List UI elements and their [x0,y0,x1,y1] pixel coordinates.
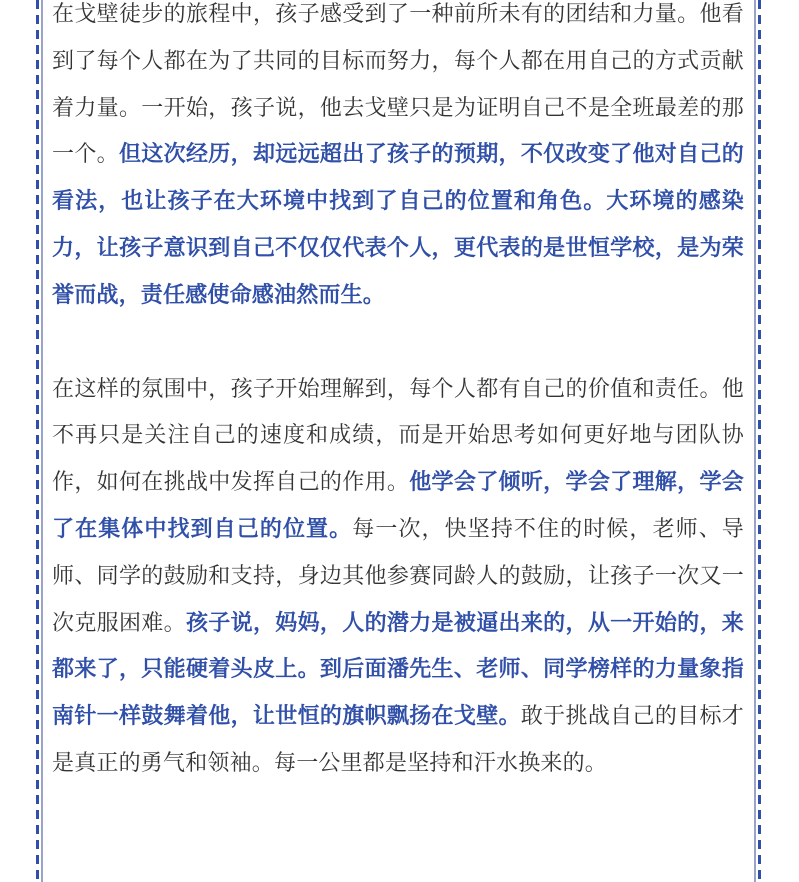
paragraph-1-highlight-1: 但这次经历，却远远超出了孩子的预期，不仅改变了他对自己的看法，也让孩子在大环境中找到了自己的位置和角色。大环境的感染力，让孩子意识到自己不仅仅代表个人，更代表的是世恒学校，是为荣誉而战，责任感使命感油然而生。 [52,142,744,308]
left-dashed-line [36,0,39,882]
left-decorative-border [36,0,44,882]
paragraph-2-segment-3: 敢于挑战自己的目标才是真正的勇气和领袖。每一公里都是坚持和汗水换来的。 [52,704,744,776]
paragraph-1-segment-1: 在戈壁徒步的旅程中，孩子感受到了一种前所未有的团结和力量。他看到了每个人都在为了共同的目标而努力，每个人都在用自己的方式贡献着力量。一开始，孩子说，他去戈壁只是为证明自己不是全班最差的那一个。 [52,2,744,168]
left-solid-line [41,0,43,882]
right-dashed-line [758,0,761,882]
right-decorative-border [753,0,761,882]
paragraph-2 [52,367,744,788]
paragraph-2-highlight-2: 孩子说，妈妈，人的潜力是被逼出来的，从一开始的，来都来了，只能硬着头皮上。到后面潘先生、老师、同学榜样的力量象指南针一样鼓舞着他，让世恒的旗帜飘扬在戈壁。 [52,610,744,730]
paragraph-2-segment-2: 每一次，快坚持不住的时候，老师、导师、同学的鼓励和支持，身边其他参赛同龄人的鼓励，让孩子一次又一次克服困难。 [52,516,744,636]
article-body [52,0,744,788]
right-solid-line [754,0,756,882]
paragraph-1 [52,0,744,320]
paragraph-2-segment-1: 在这样的氛围中，孩子开始理解到，每个人都有自己的价值和责任。他不再只是关注自己的速度和成绩，而是开始思考如何更好地与团队协作，如何在挑战中发挥自己的作用。 [52,376,744,496]
paragraph-2-highlight-1: 他学会了倾听，学会了理解，学会了在集体中找到自己的位置。 [52,470,744,542]
